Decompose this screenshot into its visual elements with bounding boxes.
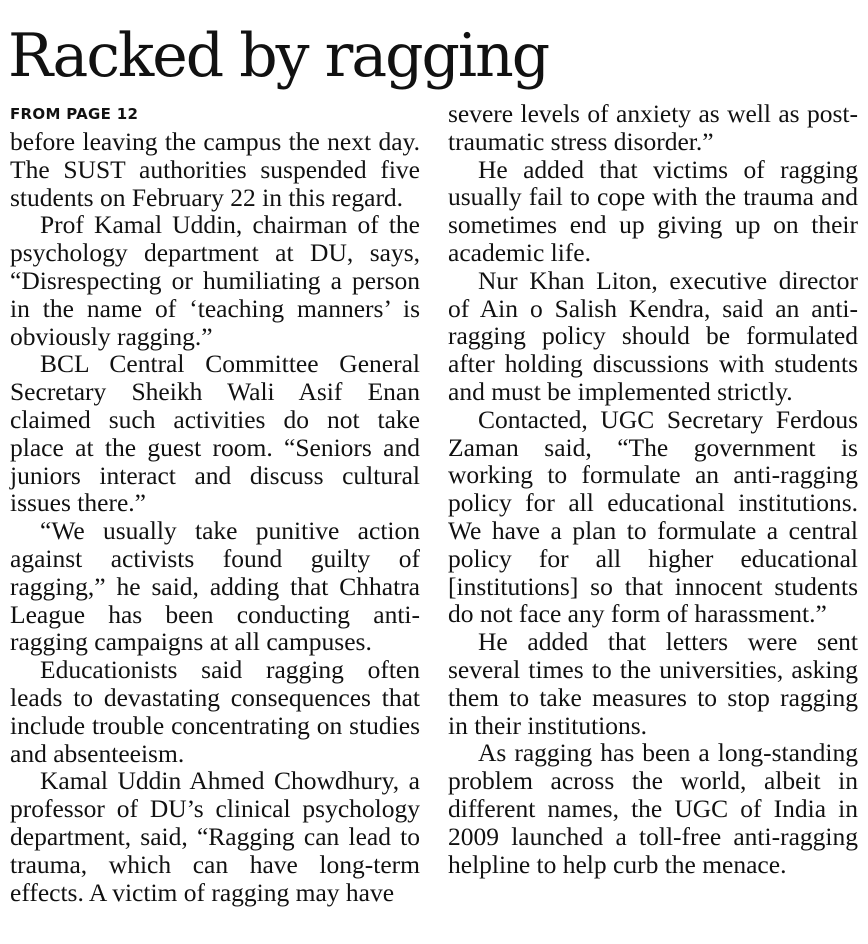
- paragraph: Nur Khan Liton, executive director of Ain o Salish Kendra, said an anti-ragging policy should be formulated after holding discussions with students and must be implemented strictly.: [448, 265, 858, 406]
- paragraph: As ragging has been a long-standing problem across the world, albeit in different names, the UGC of India in 2009 launched a toll-free anti-ragging helpline to help curb the menace.: [448, 738, 858, 879]
- paragraph: BCL Central Committee General Secretary Sheikh Wali Asif Enan claimed such activities do not take place at the guest room. “Seniors and juniors interact and discuss cultural issues there.”: [10, 349, 420, 518]
- paragraph: He added that victims of ragging usually fail to cope with the trauma and sometimes end up giving up on their academic life.: [448, 154, 858, 267]
- headline: Racked by ragging: [8, 21, 549, 91]
- article-column-right: [448, 100, 858, 878]
- paragraph: before leaving the campus the next day. The SUST authorities suspended five students on February 22 in this regard.: [10, 127, 420, 212]
- paragraph: Contacted, UGC Secretary Ferdous Zaman said, “The government is working to formulate an anti-ragging policy for all educational institutions. We have a plan to formulate a central policy for all higher educational [institutions] so that innocent students do not face any form of harassment.”: [448, 404, 858, 629]
- paragraph-continued: severe levels of anxiety as well as post-traumatic stress disorder.”: [448, 99, 858, 156]
- paragraph: Kamal Uddin Ahmed Chowdhury, a professor of DU’s clinical psychology department, said, “Ragging can lead to trauma, which can have long-term effects. A victim of ragging may have: [10, 766, 420, 907]
- paragraph: Prof Kamal Uddin, chairman of the psychology department at DU, says, “Disrespecting or humiliating a person in the name of ‘teaching manners’ is obviously ragging.”: [10, 210, 420, 351]
- paragraph: Educationists said ragging often leads to devastating consequences that include trouble concentrating on studies and absenteeism.: [10, 655, 420, 768]
- article-column-left: [10, 100, 420, 906]
- paragraph: “We usually take punitive action against activists found guilty of ragging,” he said, adding that Chhatra League has been conducting anti-ragging campaigns at all campuses.: [10, 516, 420, 657]
- paragraph: He added that letters were sent several times to the universities, asking them to take measures to stop ragging in their institutions.: [448, 627, 858, 740]
- continuation-kicker: FROM PAGE 12: [10, 105, 139, 123]
